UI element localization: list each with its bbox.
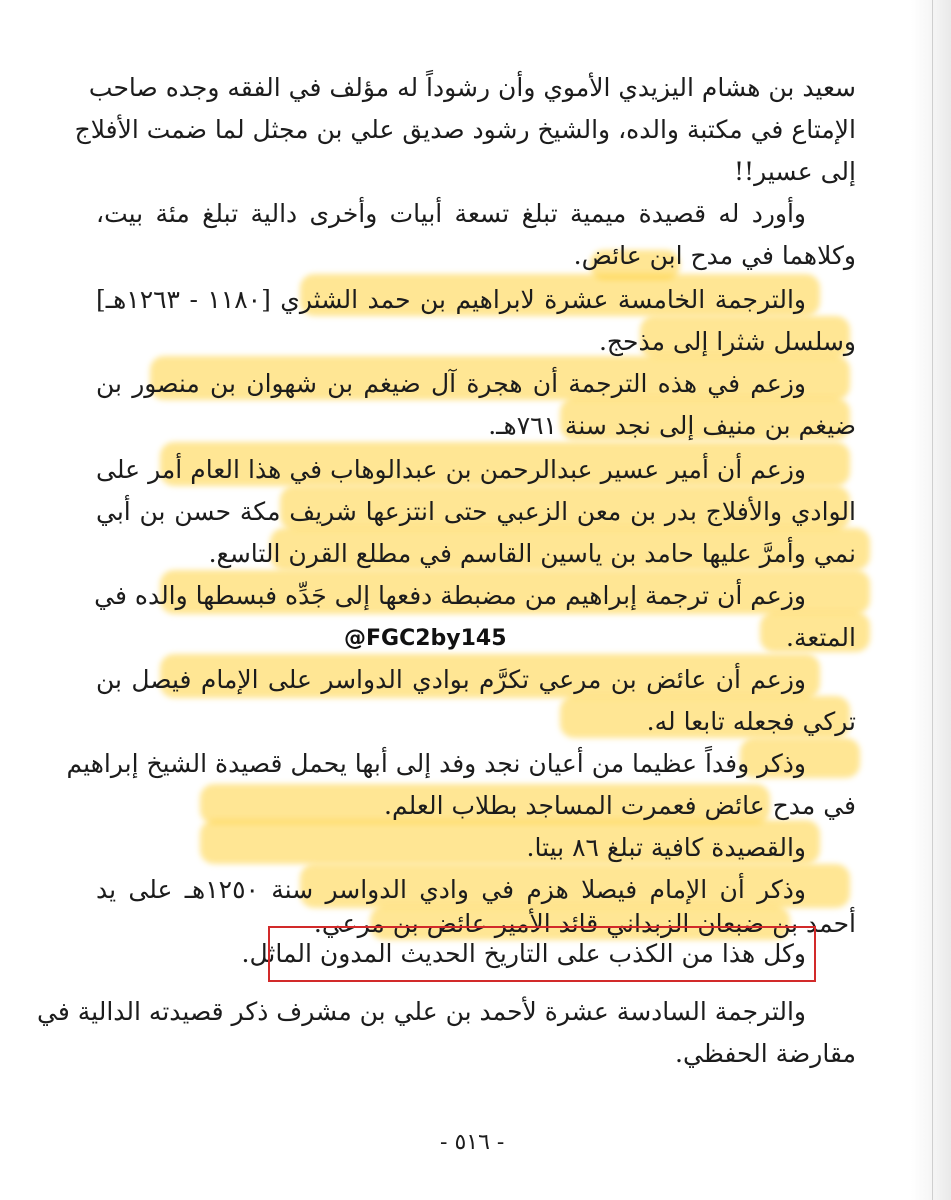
text-line: مقارضة الحفظي. [675,1039,856,1068]
text-line: وذكر أن الإمام فيصلا هزم في وادي الدواسر سنة ١٢٥٠هـ على يد [96,875,806,904]
text-line: سعيد بن هشام اليزيدي الأموي وأن رشوداً له مؤلف في الفقه وجده صاحب [88,73,856,102]
text-line: وذكر وفداً عظيما من أعيان نجد وفد إلى أبها يحمل قصيدة الشيخ إبراهيم [66,749,806,778]
text-line: وكل هذا من الكذب على التاريخ الحديث المدون الماثل. [241,939,806,968]
text-line: في مدح عائض فعمرت المساجد بطلاب العلم. [384,791,856,820]
text-line: وزعم أن ترجمة إبراهيم من مضبطة دفعها إلى جَدِّه فبسطها والده في [94,581,806,610]
text-line: الإمتاع في مكتبة والده، والشيخ رشود صديق علي بن مجثل لما ضمت الأفلاج [74,115,856,144]
text-line: ضيغم بن منيف إلى نجد سنة ٧٦١هـ. [488,411,856,440]
text-line: والقصيدة كافية تبلغ ٨٦ بيتا. [526,833,806,862]
text-line: والترجمة الخامسة عشرة لابراهيم بن حمد الشثري [١١٨٠ - ١٢٦٣هـ] [96,285,806,314]
text-line: تركي فجعله تابعا له. [646,707,856,736]
page-number: - ٥١٦ - [440,1130,505,1155]
text-line: المتعة. [786,623,856,652]
red-annotation-box [268,926,816,982]
text-line: وأورد له قصيدة ميمية تبلغ تسعة أبيات وأخرى دالية تبلغ مئة بيت، [96,199,806,228]
text-line: وزعم أن عائض بن مرعي تكرَّم بوادي الدواسر على الإمام فيصل بن [96,665,806,694]
text-line: نمي وأمرَّ عليها حامد بن ياسين القاسم في مطلع القرن التاسع. [208,539,856,568]
watermark-handle: @FGC2by145 [344,626,507,651]
text-line: وزعم أن أمير عسير عبدالرحمن بن عبدالوهاب في هذا العام أمر على [96,455,806,484]
text-line: وكلاهما في مدح ابن عائض. [573,241,856,270]
text-line: وزعم في هذه الترجمة أن هجرة آل ضيغم بن شهوان بن منصور بن [96,369,806,398]
text-line: والترجمة السادسة عشرة لأحمد بن علي بن مشرف ذكر قصيدته الدالية في [37,997,806,1026]
text-line: الوادي والأفلاج بدر بن معن الزعبي حتى انتزعها شريف مكة حسن بن أبي [96,497,856,526]
text-line: أحمد بن ضبعان الزبداني قائد الأمير عائض بن مرعي. [313,909,856,938]
text-line: إلى عسير!! [734,157,856,186]
text-line: وسلسل شثرا إلى مذحج. [598,327,856,356]
